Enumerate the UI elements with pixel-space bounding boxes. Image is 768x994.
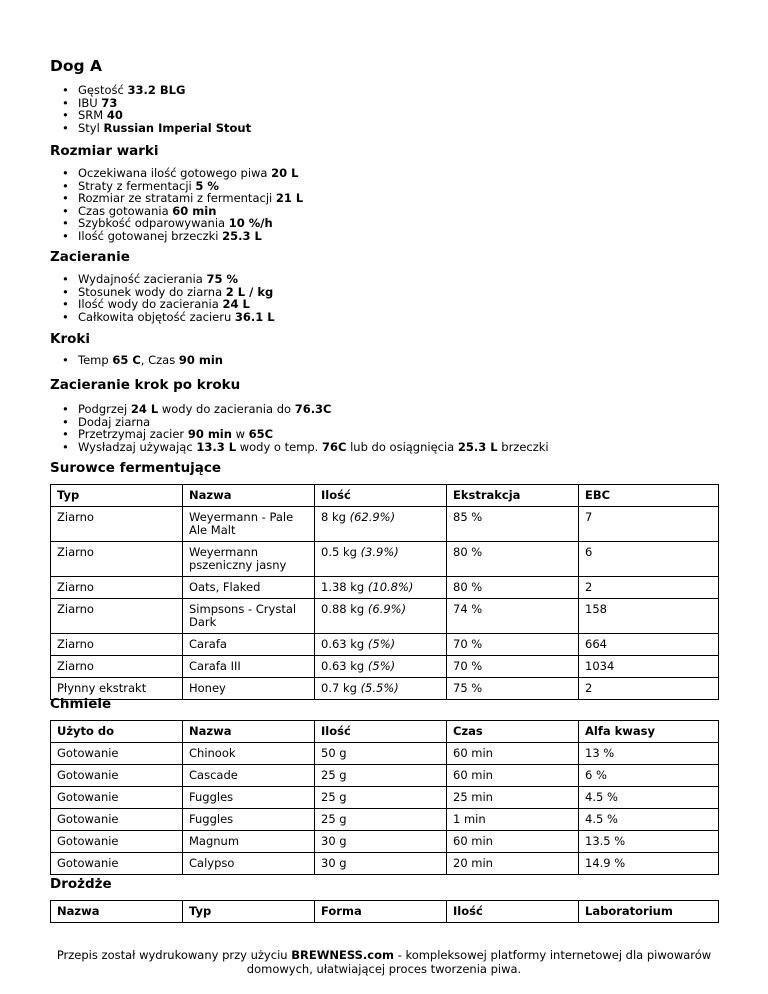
table-row xyxy=(51,743,719,765)
list-item: • Oczekiwana ilość gotowego piwa 20 L xyxy=(62,167,303,180)
table-cell: 6 xyxy=(579,542,719,577)
yeast-table xyxy=(50,900,719,923)
mash-list xyxy=(62,273,275,323)
table-cell: Fuggles xyxy=(183,787,315,809)
list-item: • Temp 65 C, Czas 90 min xyxy=(62,354,223,367)
table-header-row xyxy=(51,721,719,743)
table-cell: 0.63 kg (5%) xyxy=(315,656,447,678)
table-row xyxy=(51,656,719,678)
table-cell: 60 min xyxy=(447,831,579,853)
table-cell: Calypso xyxy=(183,853,315,875)
table-cell: Gotowanie xyxy=(51,765,183,787)
table-cell: Weyermann - Pale Ale Malt xyxy=(183,507,315,542)
list-item: • Rozmiar ze stratami z fermentacji 21 L xyxy=(62,192,303,205)
table-cell: 80 % xyxy=(447,577,579,599)
list-item: • Czas gotowania 60 min xyxy=(62,205,303,218)
column-header: EBC xyxy=(579,485,719,507)
table-cell: Ziarno xyxy=(51,577,183,599)
list-item: • Ilość gotowanej brzeczki 25.3 L xyxy=(62,230,303,243)
table-cell: 13 % xyxy=(579,743,719,765)
table-header-row xyxy=(51,485,719,507)
table-cell: 25 min xyxy=(447,787,579,809)
table-cell: 20 min xyxy=(447,853,579,875)
table-cell: 0.63 kg (5%) xyxy=(315,634,447,656)
table-row xyxy=(51,765,719,787)
recipe-stats-list xyxy=(62,84,251,134)
table-cell: 74 % xyxy=(447,599,579,634)
kettle-heading: Rozmiar warki xyxy=(50,143,159,159)
table-cell: 1.38 kg (10.8%) xyxy=(315,577,447,599)
table-cell: 25 g xyxy=(315,765,447,787)
table-cell: 0.7 kg (5.5%) xyxy=(315,678,447,700)
table-cell: Simpsons - Crystal Dark xyxy=(183,599,315,634)
list-item: • Przetrzymaj zacier 90 min w 65C xyxy=(62,428,549,441)
column-header: Typ xyxy=(51,485,183,507)
table-cell: Carafa xyxy=(183,634,315,656)
column-header: Ilość xyxy=(447,901,579,923)
mash-steps-heading: Zacieranie krok po kroku xyxy=(50,377,241,393)
print-footer: Przepis został wydrukowany przy użyciu BREWNESS.com - kompleksowej platformy internetowej dla piwowarów domowych, ułatwiającej proces tworzenia piwa. xyxy=(56,948,712,976)
fermentables-heading: Surowce fermentujące xyxy=(50,460,222,476)
list-item: • Podgrzej 24 L wody do zacierania do 76.3C xyxy=(62,403,549,416)
table-cell: Płynny ekstrakt xyxy=(51,678,183,700)
fermentables-table xyxy=(50,484,719,700)
table-cell: 80 % xyxy=(447,542,579,577)
table-cell: 60 min xyxy=(447,743,579,765)
column-header: Nazwa xyxy=(51,901,183,923)
column-header: Alfa kwasy xyxy=(579,721,719,743)
table-row xyxy=(51,853,719,875)
table-header-row xyxy=(51,901,719,923)
list-item: • Wydajność zacierania 75 % xyxy=(62,273,275,286)
table-cell: 60 min xyxy=(447,765,579,787)
table-cell: 4.5 % xyxy=(579,809,719,831)
column-header: Typ xyxy=(183,901,315,923)
column-header: Ilość xyxy=(315,721,447,743)
kettle-list xyxy=(62,167,303,242)
table-cell: Ziarno xyxy=(51,656,183,678)
table-cell: Gotowanie xyxy=(51,787,183,809)
list-item: • Dodaj ziarna xyxy=(62,416,549,429)
list-item: • Styl Russian Imperial Stout xyxy=(62,122,251,135)
table-cell: 75 % xyxy=(447,678,579,700)
mash-heading: Zacieranie xyxy=(50,249,130,265)
table-cell: 30 g xyxy=(315,831,447,853)
table-cell: 50 g xyxy=(315,743,447,765)
table-cell: Ziarno xyxy=(51,599,183,634)
table-cell: 30 g xyxy=(315,853,447,875)
table-cell: Cascade xyxy=(183,765,315,787)
table-row xyxy=(51,507,719,542)
table-cell: 25 g xyxy=(315,809,447,831)
list-item: • Gęstość 33.2 BLG xyxy=(62,84,251,97)
mash-steps-list xyxy=(62,403,549,453)
table-cell: 1 min xyxy=(447,809,579,831)
table-row xyxy=(51,809,719,831)
list-item: • Straty z fermentacji 5 % xyxy=(62,180,303,193)
table-cell: 13.5 % xyxy=(579,831,719,853)
table-cell: 70 % xyxy=(447,634,579,656)
table-row xyxy=(51,599,719,634)
column-header: Ekstrakcja xyxy=(447,485,579,507)
steps-heading: Kroki xyxy=(50,331,90,347)
table-cell: Oats, Flaked xyxy=(183,577,315,599)
table-row xyxy=(51,542,719,577)
table-cell: 8 kg (62.9%) xyxy=(315,507,447,542)
table-cell: 664 xyxy=(579,634,719,656)
table-cell: Weyermann pszeniczny jasny xyxy=(183,542,315,577)
table-cell: 2 xyxy=(579,678,719,700)
column-header: Ilość xyxy=(315,485,447,507)
table-cell: 25 g xyxy=(315,787,447,809)
table-cell: 6 % xyxy=(579,765,719,787)
table-cell: Magnum xyxy=(183,831,315,853)
table-cell: 0.88 kg (6.9%) xyxy=(315,599,447,634)
column-header: Nazwa xyxy=(183,721,315,743)
table-cell: 70 % xyxy=(447,656,579,678)
hops-table xyxy=(50,720,719,875)
table-cell: Gotowanie xyxy=(51,831,183,853)
column-header: Nazwa xyxy=(183,485,315,507)
table-cell: 7 xyxy=(579,507,719,542)
table-cell: Gotowanie xyxy=(51,853,183,875)
table-cell: Honey xyxy=(183,678,315,700)
table-cell: 0.5 kg (3.9%) xyxy=(315,542,447,577)
table-row xyxy=(51,831,719,853)
table-cell: 85 % xyxy=(447,507,579,542)
table-cell: Gotowanie xyxy=(51,809,183,831)
table-cell: Fuggles xyxy=(183,809,315,831)
recipe-title: Dog A xyxy=(50,57,103,75)
steps-list xyxy=(62,354,223,367)
list-item: • Ilość wody do zacierania 24 L xyxy=(62,298,275,311)
column-header: Użyto do xyxy=(51,721,183,743)
table-row xyxy=(51,678,719,700)
hops-heading: Chmiele xyxy=(50,696,112,712)
list-item: • IBU 73 xyxy=(62,97,251,110)
column-header: Laboratorium xyxy=(579,901,719,923)
list-item: • Stosunek wody do ziarna 2 L / kg xyxy=(62,286,275,299)
column-header: Forma xyxy=(315,901,447,923)
table-cell: Ziarno xyxy=(51,634,183,656)
table-row xyxy=(51,577,719,599)
brand-link[interactable]: BREWNESS.com xyxy=(291,948,394,962)
table-cell: Ziarno xyxy=(51,542,183,577)
table-cell: 1034 xyxy=(579,656,719,678)
table-cell: Chinook xyxy=(183,743,315,765)
table-cell: 14.9 % xyxy=(579,853,719,875)
list-item: • Całkowita objętość zacieru 36.1 L xyxy=(62,311,275,324)
table-cell: 2 xyxy=(579,577,719,599)
table-cell: 158 xyxy=(579,599,719,634)
list-item: • Wysładzaj używając 13.3 L wody o temp. 76C lub do osiągnięcia 25.3 L brzeczki xyxy=(62,441,549,454)
list-item: • SRM 40 xyxy=(62,109,251,122)
table-cell: 4.5 % xyxy=(579,787,719,809)
table-cell: Ziarno xyxy=(51,507,183,542)
table-row xyxy=(51,787,719,809)
table-cell: Gotowanie xyxy=(51,743,183,765)
column-header: Czas xyxy=(447,721,579,743)
table-cell: Carafa III xyxy=(183,656,315,678)
table-row xyxy=(51,634,719,656)
yeast-heading: Drożdże xyxy=(50,876,112,892)
list-item: • Szybkość odparowywania 10 %/h xyxy=(62,217,303,230)
